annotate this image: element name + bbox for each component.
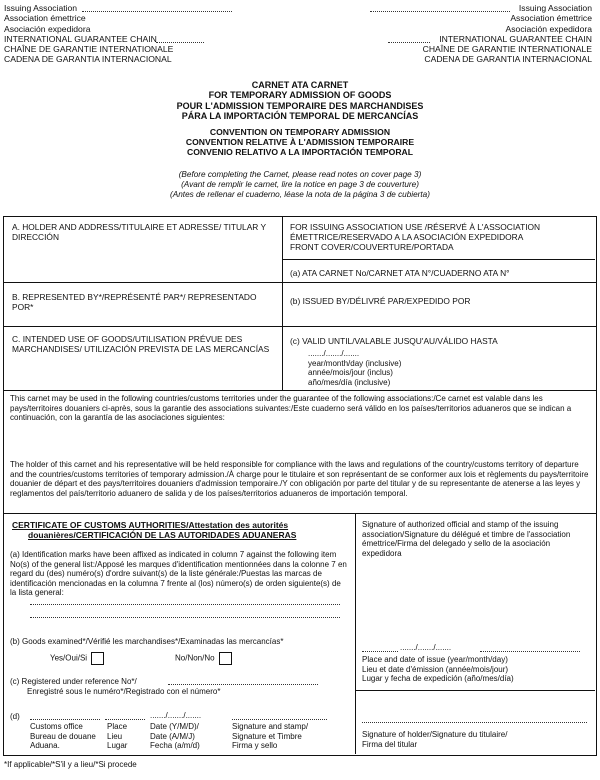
divider-h [3,513,597,514]
holder-responsibility-text: The holder of this carnet and his representative will be held responsible for compliance with the laws and regulations of the country/customs territory of departure and the countries/customs territories of temporary admission./À charge pour le titulaire et son représentant de se conformer aux lois et règlements du pays/territoire douanier de départ et des pays/territoires douaniers d'admission temporaire./Y con obligación por parte del titular y de su representante de atenerse a las leyes y reglamentos del país/territorio aduanero de salida y de los países/territorios aduaneros de importación temporal. [10,460,589,498]
date-label: Date (Y/M/D)/ Date (A/M/J) Fecha (a/m/d) [150,722,200,750]
divider-h [3,282,597,283]
carnet-title: CARNET ATA CARNET FOR TEMPORARY ADMISSION OF GOODS POUR L'ADMISSION TEMPORAIRE DES MARCHANDISES PÁRA LA IMPORTACIÓN TEMPORAL DE MERCANCÍAS [176,80,424,122]
place-date-issue-label: Place and date of issue (year/month/day) Lieu et date d'émission (année/mois/jour) Lugar y fecha de expedición (año/mes/día) [362,655,514,683]
goods-examined-text: (b) Goods examined*/Vérifié les marchandises*/Examinadas las mercancías* [10,637,284,646]
item-numbers-dots[interactable] [30,617,340,618]
date-dots[interactable]: ......./......./....... [150,711,202,720]
header-right-dots [388,42,430,43]
signature-stamp-label: Signature and stamp/ Signature et Timbre Firma y sello [232,722,309,750]
divider-vertical-top [282,216,283,390]
instructions-note: (Before completing the Carnet, please read notes on cover page 3) (Avant de remplir le carnet, lire la notice en page 3 de couverture) (Antes de rellenar el cuaderno, léase la nota de la página 3 de cubierta) [170,170,430,199]
signature-dots[interactable] [232,719,327,720]
issue-place-dots[interactable] [362,651,398,652]
place-dots[interactable] [105,719,145,720]
goods-examined-yes[interactable] [50,652,104,665]
no-checkbox[interactable] [219,652,232,665]
divider-h [3,326,597,327]
issuing-association-right [423,3,592,65]
convention-title: CONVENTION ON TEMPORARY ADMISSION CONVENTION RELATIVE À L'ADMISSION TEMPORAIRE CONVENIO RELATIVO A LA IMPORTACIÓN TEMPORAL [185,127,415,158]
yes-label: Yes/Oui/Si [50,653,88,663]
valid-until-date: ......./......./....... year/month/day (inclusive) année/mois/jour (inclus) año/mes/día (inclusive) [308,349,402,387]
goods-examined-no[interactable] [175,652,232,665]
reference-dots[interactable] [168,684,318,685]
issue-date-tail-dots[interactable] [480,651,580,652]
header-right-line: CADENA DE GARANTIA INTERNACIONAL [424,54,592,65]
divider-h [3,390,597,391]
header-left-dots [82,11,232,12]
divider-vertical-bottom [355,513,356,754]
holder-address-field[interactable]: A. HOLDER AND ADDRESS/TITULAIRE ET ADRESSE/ TITULAR Y DIRECCIÓN [12,222,266,242]
header-right-line: Association émettrice [510,13,592,24]
intended-use-field[interactable]: C. INTENDED USE OF GOODS/UTILISATION PRÉVUE DES MARCHANDISES/ UTILIZACIÓN PREVISTA DE LAS MERCANCÍAS [12,334,270,354]
header-left-line: Issuing Association [4,3,78,13]
header-left-dots [156,42,204,43]
header-right-line: INTERNATIONAL GUARANTEE CHAIN [439,33,592,44]
d-label: (d) [10,712,20,721]
divider-right-panel [355,690,595,691]
header-right-line: Issuing Association [518,3,592,13]
header-right-dots [370,11,510,12]
divider-h-right [282,259,595,260]
holder-signature-label: Signature of holder/Signature du titulaire/ Firma del titular [362,730,508,749]
represented-by-field[interactable]: B. REPRESENTED BY*/REPRÉSENTÉ PAR*/ REPRESENTADO POR* [12,292,257,312]
header-left-line: CHAÎNE DE GARANTIE INTERNATIONALE [4,44,174,55]
countries-text: This carnet may be used in the following countries/customs territories under the guarantee of the following associations:/Ce carnet est valable dans les pays/territoires douaniers ci-après, sous la garantie des associations suivantes:/Este cuaderno será válido en los países/territorios aduaneros que se indican a continuación, con la garantía de las asociaciones siguientes: [10,394,572,422]
header-right-line: CHAÎNE DE GARANTIE INTERNATIONALE [422,44,592,55]
issuing-association-left [4,3,173,65]
header-left-line: Asociación expedidora [4,23,91,34]
footnote: *If applicable/*S'il y a lieu/*Si procede [4,760,137,769]
place-label: Place Lieu Lugar [107,722,128,750]
header-left-line: CADENA DE GARANTIA INTERNACIONAL [4,54,172,65]
identification-marks-text: (a) Identification marks have been affixed as indicated in column 7 against the following item No(s) of the general list:/Apposé les marques d'identification mentionnées dans la colonne 7 en regard du (des) numéro(s) d'ordre suivant(s) de la liste générale:/Puestas las marcas de identificación mencionadas en la columna 7 frente al (los) número(s) de orden siguiente(s) de la lista general: [10,550,347,597]
issuing-association-use: FOR ISSUING ASSOCIATION USE /RÉSERVÉ À L'ASSOCIATION ÉMETTRICE/RESERVADO A LA ASOCIACIÓN EXPEDIDORA FRONT COVER/COUVERTURE/PORTADA [290,222,541,252]
item-numbers-dots[interactable] [30,604,340,605]
customs-office-dots[interactable] [30,719,100,720]
customs-office-label: Customs office Bureau de douane Aduana. [30,722,96,750]
header-left-line: INTERNATIONAL GUARANTEE CHAIN [4,33,157,44]
yes-checkbox[interactable] [91,652,104,665]
header-left-line: Association émettrice [4,13,86,24]
valid-until-field[interactable]: (c) VALID UNTIL/VALABLE JUSQU'AU/VÁLIDO HASTA [290,336,498,346]
certificate-title: CERTIFICATE OF CUSTOMS AUTHORITIES/Attestation des autorités douanières/CERTIFICACIÓN DE LAS AUTORIDADES ADUANERAS [12,520,297,540]
carnet-number-field[interactable]: (a) ATA CARNET No/CARNET ATA N°/CUADERNO ATA N° [290,268,510,278]
holder-signature-dots[interactable] [362,722,587,723]
official-signature-label: Signature of authorized official and stamp of the issuing association/Signature du délégué et timbre de l'association émettrice/Firma del delegado y sello de la asociación expedidora [362,520,571,558]
issued-by-field[interactable]: (b) ISSUED BY/DÉLIVRÉ PAR/EXPEDIDO POR [290,296,471,306]
issue-date-dots[interactable]: ......./......./....... [400,643,452,652]
registered-reference-field[interactable]: (c) Registered under reference No*/ Enregistré sous le numéro*/Registrado con el número* [10,677,221,696]
no-label: No/Non/No [175,653,215,663]
header-right-line: Asociación expedidora [505,23,592,34]
